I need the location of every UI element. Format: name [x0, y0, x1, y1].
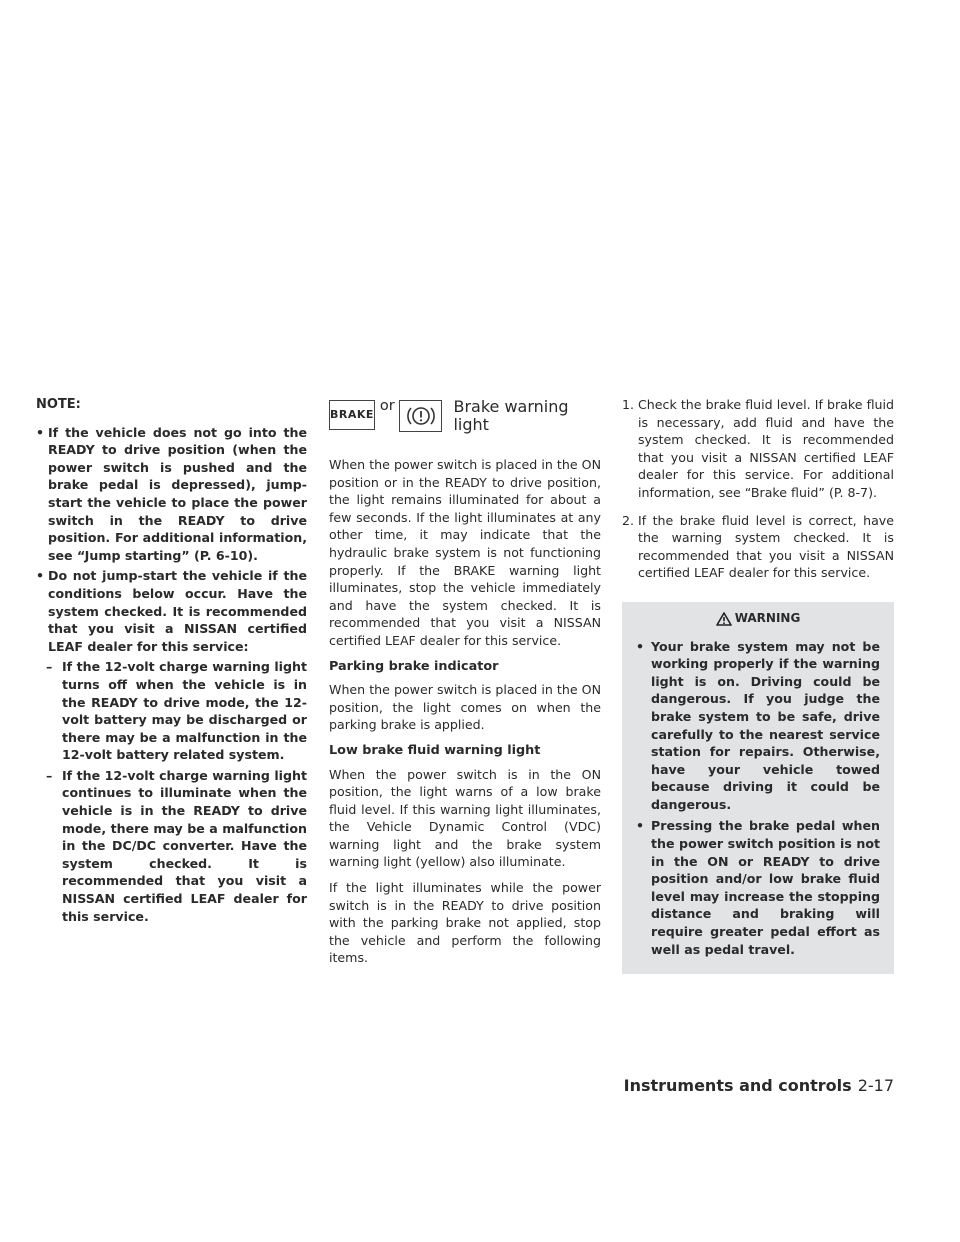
sub-bullet-text: If the 12-volt charge warning light turns off when the vehicle is in the READY to drive mode, the 12-volt battery may be discharged or there may be a malfunction in the 12-volt battery related system. — [62, 659, 307, 763]
step-text: If the brake fluid level is correct, have the warning system checked. It is recommended that you visit a NISSAN certified LEAF dealer for this service. — [638, 512, 894, 581]
brake-indicator-box — [329, 400, 375, 430]
page-number: 2-17 — [857, 1076, 894, 1095]
page-footer — [624, 1076, 894, 1095]
footer-section-title: Instruments and controls — [623, 1076, 852, 1095]
warning-text: Your brake system may not be working properly if the warning light is on. Driving could be dangerous. If you judge the brake system to be safe, drive carefully to the nearest service station for repairs. Otherwise, have your vehicle towed because driving it could be dangerous. — [651, 638, 880, 812]
note-sub-bullet — [36, 767, 307, 925]
warning-bullet-mark: • — [636, 818, 645, 834]
sub-bullet-text: If the 12-volt charge warning light continues to illuminate when the vehicle is in the READY to drive mode, there may be a malfunction in the DC/DC converter. Have the system checked. It is recommended that you visit a NISSAN certified LEAF dealer for this service. — [62, 767, 307, 924]
note-sub-bullet — [36, 658, 307, 764]
warning-header — [636, 610, 880, 628]
note-column — [36, 396, 307, 928]
warning-text: Pressing the brake pedal when the power switch position is not in the ON or READY to drive position and/or low brake fluid level may increase the stopping distance and braking will require greater pedal effort as well as pedal travel. — [651, 818, 880, 957]
parking-brake-heading: Parking brake indicator — [329, 658, 499, 674]
or-text: or — [379, 398, 395, 414]
dash-mark: – — [46, 659, 53, 675]
low-fluid-text-2: If the light illuminates while the power switch is in the READY to drive position with the parking brake not applied, stop the vehicle and perform the following items. — [329, 880, 601, 966]
section-heading: Brake warning light — [453, 397, 569, 434]
low-fluid-heading: Low brake fluid warning light — [329, 742, 541, 758]
bullet-text: Do not jump-start the vehicle if the conditions below occur. Have the system checked. It is recommended that you visit a NISSAN certified LEAF dealer for this service: — [48, 568, 307, 654]
step-text: Check the brake fluid level. If brake fluid is necessary, add fluid and have the system checked. It is recommended that you visit a NISSAN certified LEAF dealer for this service. For additional information, see “Brake fluid” (P. 8-7). — [638, 397, 894, 500]
warning-box — [622, 602, 894, 974]
warning-title: WARNING — [734, 610, 801, 625]
note-bullet — [36, 567, 307, 655]
brake-intro-text: When the power switch is placed in the ON position or in the READY to drive position, the light remains illuminated for about a few seconds. If the light illuminates at any other time, it may indicate that the hydraulic brake system is not functioning properly. If the BRAKE warning light illuminates, stop the vehicle immediately and have the system checked. It is recommended that you visit a NISSAN certified LEAF dealer for this service. — [329, 457, 601, 648]
parking-brake-warning-icon — [399, 400, 443, 432]
note-bullet — [36, 424, 307, 565]
note-title: NOTE: — [36, 397, 81, 412]
steps-column — [622, 396, 894, 974]
step-item — [622, 396, 894, 502]
warning-item — [636, 638, 880, 814]
low-fluid-text: When the power switch is in the ON position, the light warns of a low brake fluid level. If this warning light illuminates, the Vehicle Dynamic Control (VDC) warning light and the brake system warning light (yellow) also illuminate. — [329, 766, 601, 870]
step-number: 2. — [622, 512, 635, 528]
brake-warning-heading — [329, 397, 601, 446]
step-number: 1. — [622, 397, 635, 412]
brake-label: BRAKE — [330, 408, 374, 422]
bullet-mark: • — [36, 568, 45, 584]
bullet-mark: • — [36, 424, 45, 440]
warning-triangle-icon — [716, 612, 732, 626]
warning-bullet-mark: • — [636, 638, 645, 654]
warning-item — [636, 817, 880, 958]
brake-warning-column — [329, 396, 601, 975]
step-item — [622, 512, 894, 582]
dash-mark: – — [46, 767, 53, 783]
bullet-text: If the vehicle does not go into the READY to drive position (when the power switch is pushed and the brake pedal is depressed), jump-start the vehicle to place the power switch in the READY to drive position. For additional information, see “Jump starting” (P. 6-10). — [48, 424, 307, 563]
parking-brake-text: When the power switch is placed in the ON position, the light comes on when the parking brake is applied. — [329, 682, 601, 733]
